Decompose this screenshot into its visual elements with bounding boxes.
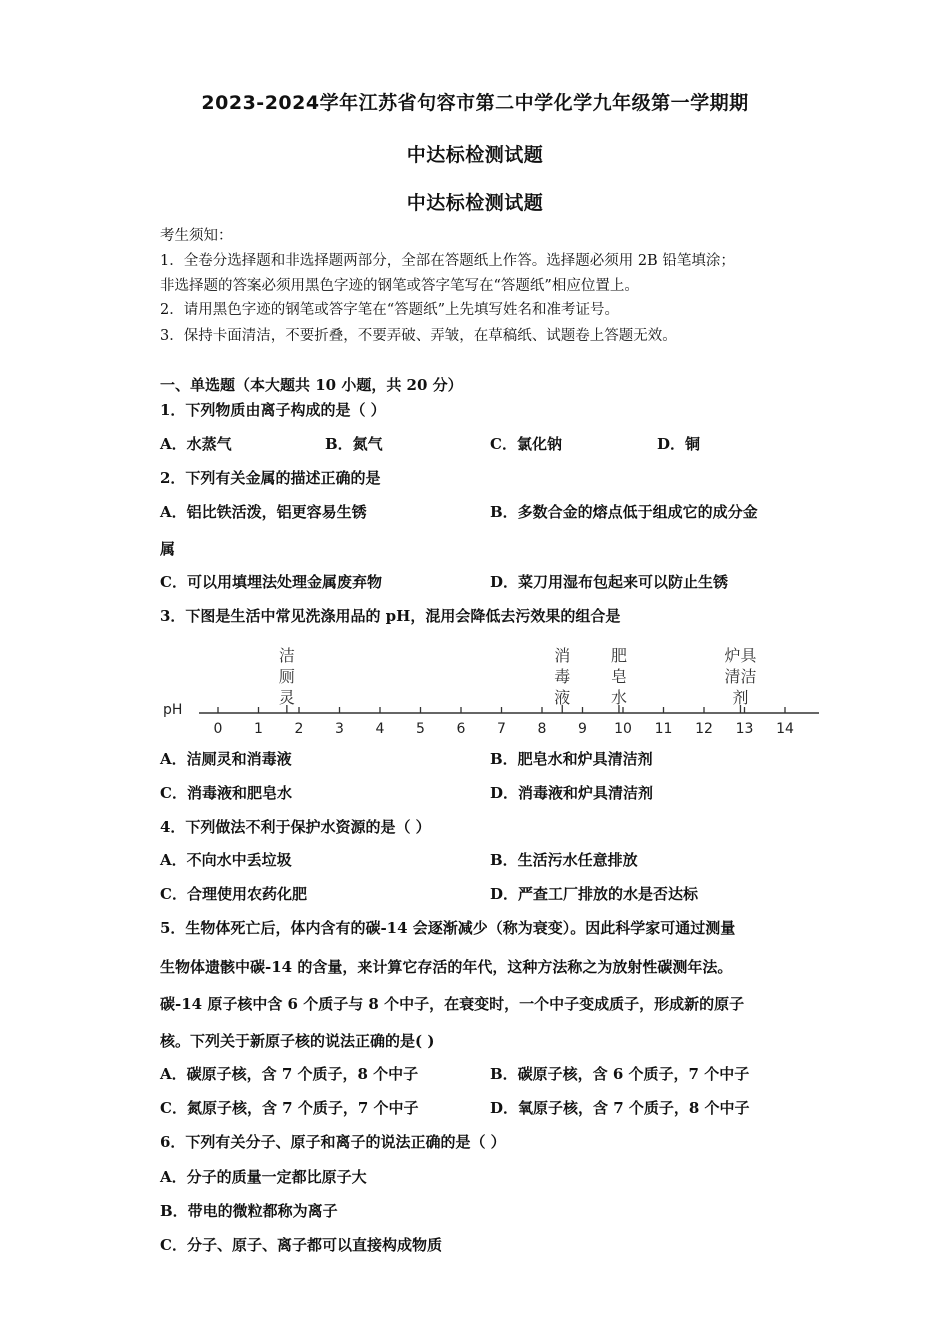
- ph-marker-label-1-2: 液: [554, 688, 571, 707]
- ph-marker-label-2-1: 皂: [610, 667, 627, 686]
- q6-option-b: B．带电的微粒都称为离子: [160, 1202, 338, 1220]
- ph-tick-label-8: 8: [537, 721, 547, 737]
- ph-tick-label-12: 12: [695, 721, 713, 737]
- q4-stem: 4．下列做法不利于保护水资源的是（ ）: [160, 818, 431, 836]
- exam-title-line1: 2023-2024学年江苏省句容市第二中学化学九年级第一学期期: [201, 92, 749, 114]
- q1-option-d: D．铜: [657, 435, 701, 453]
- ph-tick-label-7: 7: [497, 721, 506, 737]
- q5-option-c: C．氮原子核，含 7 个质子，7 个中子: [160, 1099, 419, 1117]
- ph-marker-label-3-1: 清洁: [724, 667, 757, 686]
- ph-marker-label-0-0: 洁: [278, 646, 295, 665]
- notice-item-1a: 1．全卷分选择题和非选择题两部分，全部在答题纸上作答。选择题必须用 2B 铅笔填涂；: [160, 253, 735, 269]
- exam-title-line3: 中达标检测试题: [406, 192, 544, 214]
- q5-stem-line4: 核。下列关于新原子核的说法正确的是( ): [160, 1032, 435, 1050]
- q2-option-c: C．可以用填埋法处理金属废弃物: [160, 573, 382, 591]
- ph-tick-label-0: 0: [213, 721, 223, 737]
- q5-stem-line1: 5．生物体死亡后，体内含有的碳-14 会逐渐减少（称为衰变）。因此科学家可通过测量: [160, 919, 736, 937]
- ph-axis-label: pH: [163, 702, 183, 718]
- notice-item-2: 2．请用黑色字迹的钢笔或答字笔在“答题纸”上先填写姓名和准考证号。: [160, 302, 620, 318]
- q4-option-c: C．合理使用农药化肥: [160, 885, 307, 903]
- q5-option-d: D．氧原子核，含 7 个质子，8 个中子: [490, 1099, 750, 1117]
- exam-title-line2: 中达标检测试题: [406, 144, 544, 166]
- q3-option-d: D．消毒液和炉具清洁剂: [490, 784, 654, 802]
- ph-marker-label-2-2: 水: [610, 688, 627, 707]
- ph-tick-label-6: 6: [456, 721, 466, 737]
- q2-option-b-cont: 属: [160, 540, 176, 558]
- ph-tick-label-10: 10: [614, 721, 632, 737]
- ph-tick-label-13: 13: [735, 721, 754, 737]
- q1-option-a: A．水蒸气: [160, 435, 232, 453]
- q2-option-d: D．菜刀用湿布包起来可以防止生锈: [490, 573, 729, 591]
- q2-stem: 2．下列有关金属的描述正确的是: [160, 469, 381, 487]
- ph-marker-label-1-1: 毒: [554, 667, 571, 686]
- ph-tick-label-1: 1: [254, 721, 263, 737]
- q4-option-d: D．严查工厂排放的水是否达标: [490, 885, 699, 903]
- ph-tick-label-3: 3: [335, 721, 344, 737]
- ph-tick-label-9: 9: [578, 721, 587, 737]
- notice-item-3: 3．保持卡面清洁，不要折叠，不要弄破、弄皱，在草稿纸、试题卷上答题无效。: [160, 328, 677, 344]
- ph-marker-label-0-2: 灵: [278, 688, 295, 707]
- q5-option-a: A．碳原子核，含 7 个质子，8 个中子: [160, 1065, 419, 1083]
- q5-stem-line3: 碳-14 原子核中含 6 个质子与 8 个中子，在衰变时，一个中子变成质子，形成新的原子: [160, 995, 745, 1013]
- ph-tick-label-4: 4: [375, 721, 385, 737]
- q1-stem: 1．下列物质由离子构成的是（ ）: [160, 401, 386, 419]
- ph-marker-label-3-0: 炉具: [724, 646, 757, 665]
- ph-marker-label-1-0: 消: [554, 646, 571, 665]
- q5-option-b: B．碳原子核，含 6 个质子，7 个中子: [490, 1065, 750, 1083]
- q3-stem: 3．下图是生活中常见洗涤用品的 pH，混用会降低去污效果的组合是: [160, 607, 621, 625]
- ph-marker-label-2-0: 肥: [610, 646, 627, 665]
- ph-tick-label-5: 5: [416, 721, 425, 737]
- ph-marker-label-3-2: 剂: [732, 688, 749, 707]
- q3-option-b: B．肥皂水和炉具清洁剂: [490, 750, 653, 768]
- notice-item-1b: 非选择题的答案必须用黑色字迹的钢笔或答字笔写在“答题纸”相应位置上。: [160, 278, 639, 294]
- section-heading: 一、单选题（本大题共 10 小题，共 20 分）: [160, 376, 463, 394]
- q2-option-b: B．多数合金的熔点低于组成它的成分金: [490, 503, 758, 521]
- q6-option-c: C．分子、原子、离子都可以直接构成物质: [160, 1236, 442, 1254]
- q4-option-b: B．生活污水任意排放: [490, 851, 638, 869]
- q4-option-a: A．不向水中丢垃圾: [160, 851, 292, 869]
- notice-heading: 考生须知：: [160, 228, 233, 244]
- ph-marker-label-0-1: 厕: [278, 667, 295, 686]
- q3-option-c: C．消毒液和肥皂水: [160, 784, 292, 802]
- ph-tick-label-14: 14: [776, 721, 794, 737]
- q1-option-c: C．氯化钠: [490, 435, 562, 453]
- ph-tick-label-2: 2: [294, 721, 304, 737]
- ph-tick-label-11: 11: [654, 721, 673, 737]
- q6-stem: 6．下列有关分子、原子和离子的说法正确的是（ ）: [160, 1133, 506, 1151]
- q5-stem-line2: 生物体遗骸中碳-14 的含量，来计算它存活的年代，这种方法称之为放射性碳测年法。: [160, 958, 733, 976]
- q1-option-b: B．氮气: [325, 435, 383, 453]
- q6-option-a: A．分子的质量一定都比原子大: [160, 1168, 367, 1186]
- ph-scale-chart: [155, 636, 825, 744]
- q2-option-a: A．铝比铁活泼，铝更容易生锈: [160, 503, 367, 521]
- q3-option-a: A．洁厕灵和消毒液: [160, 750, 292, 768]
